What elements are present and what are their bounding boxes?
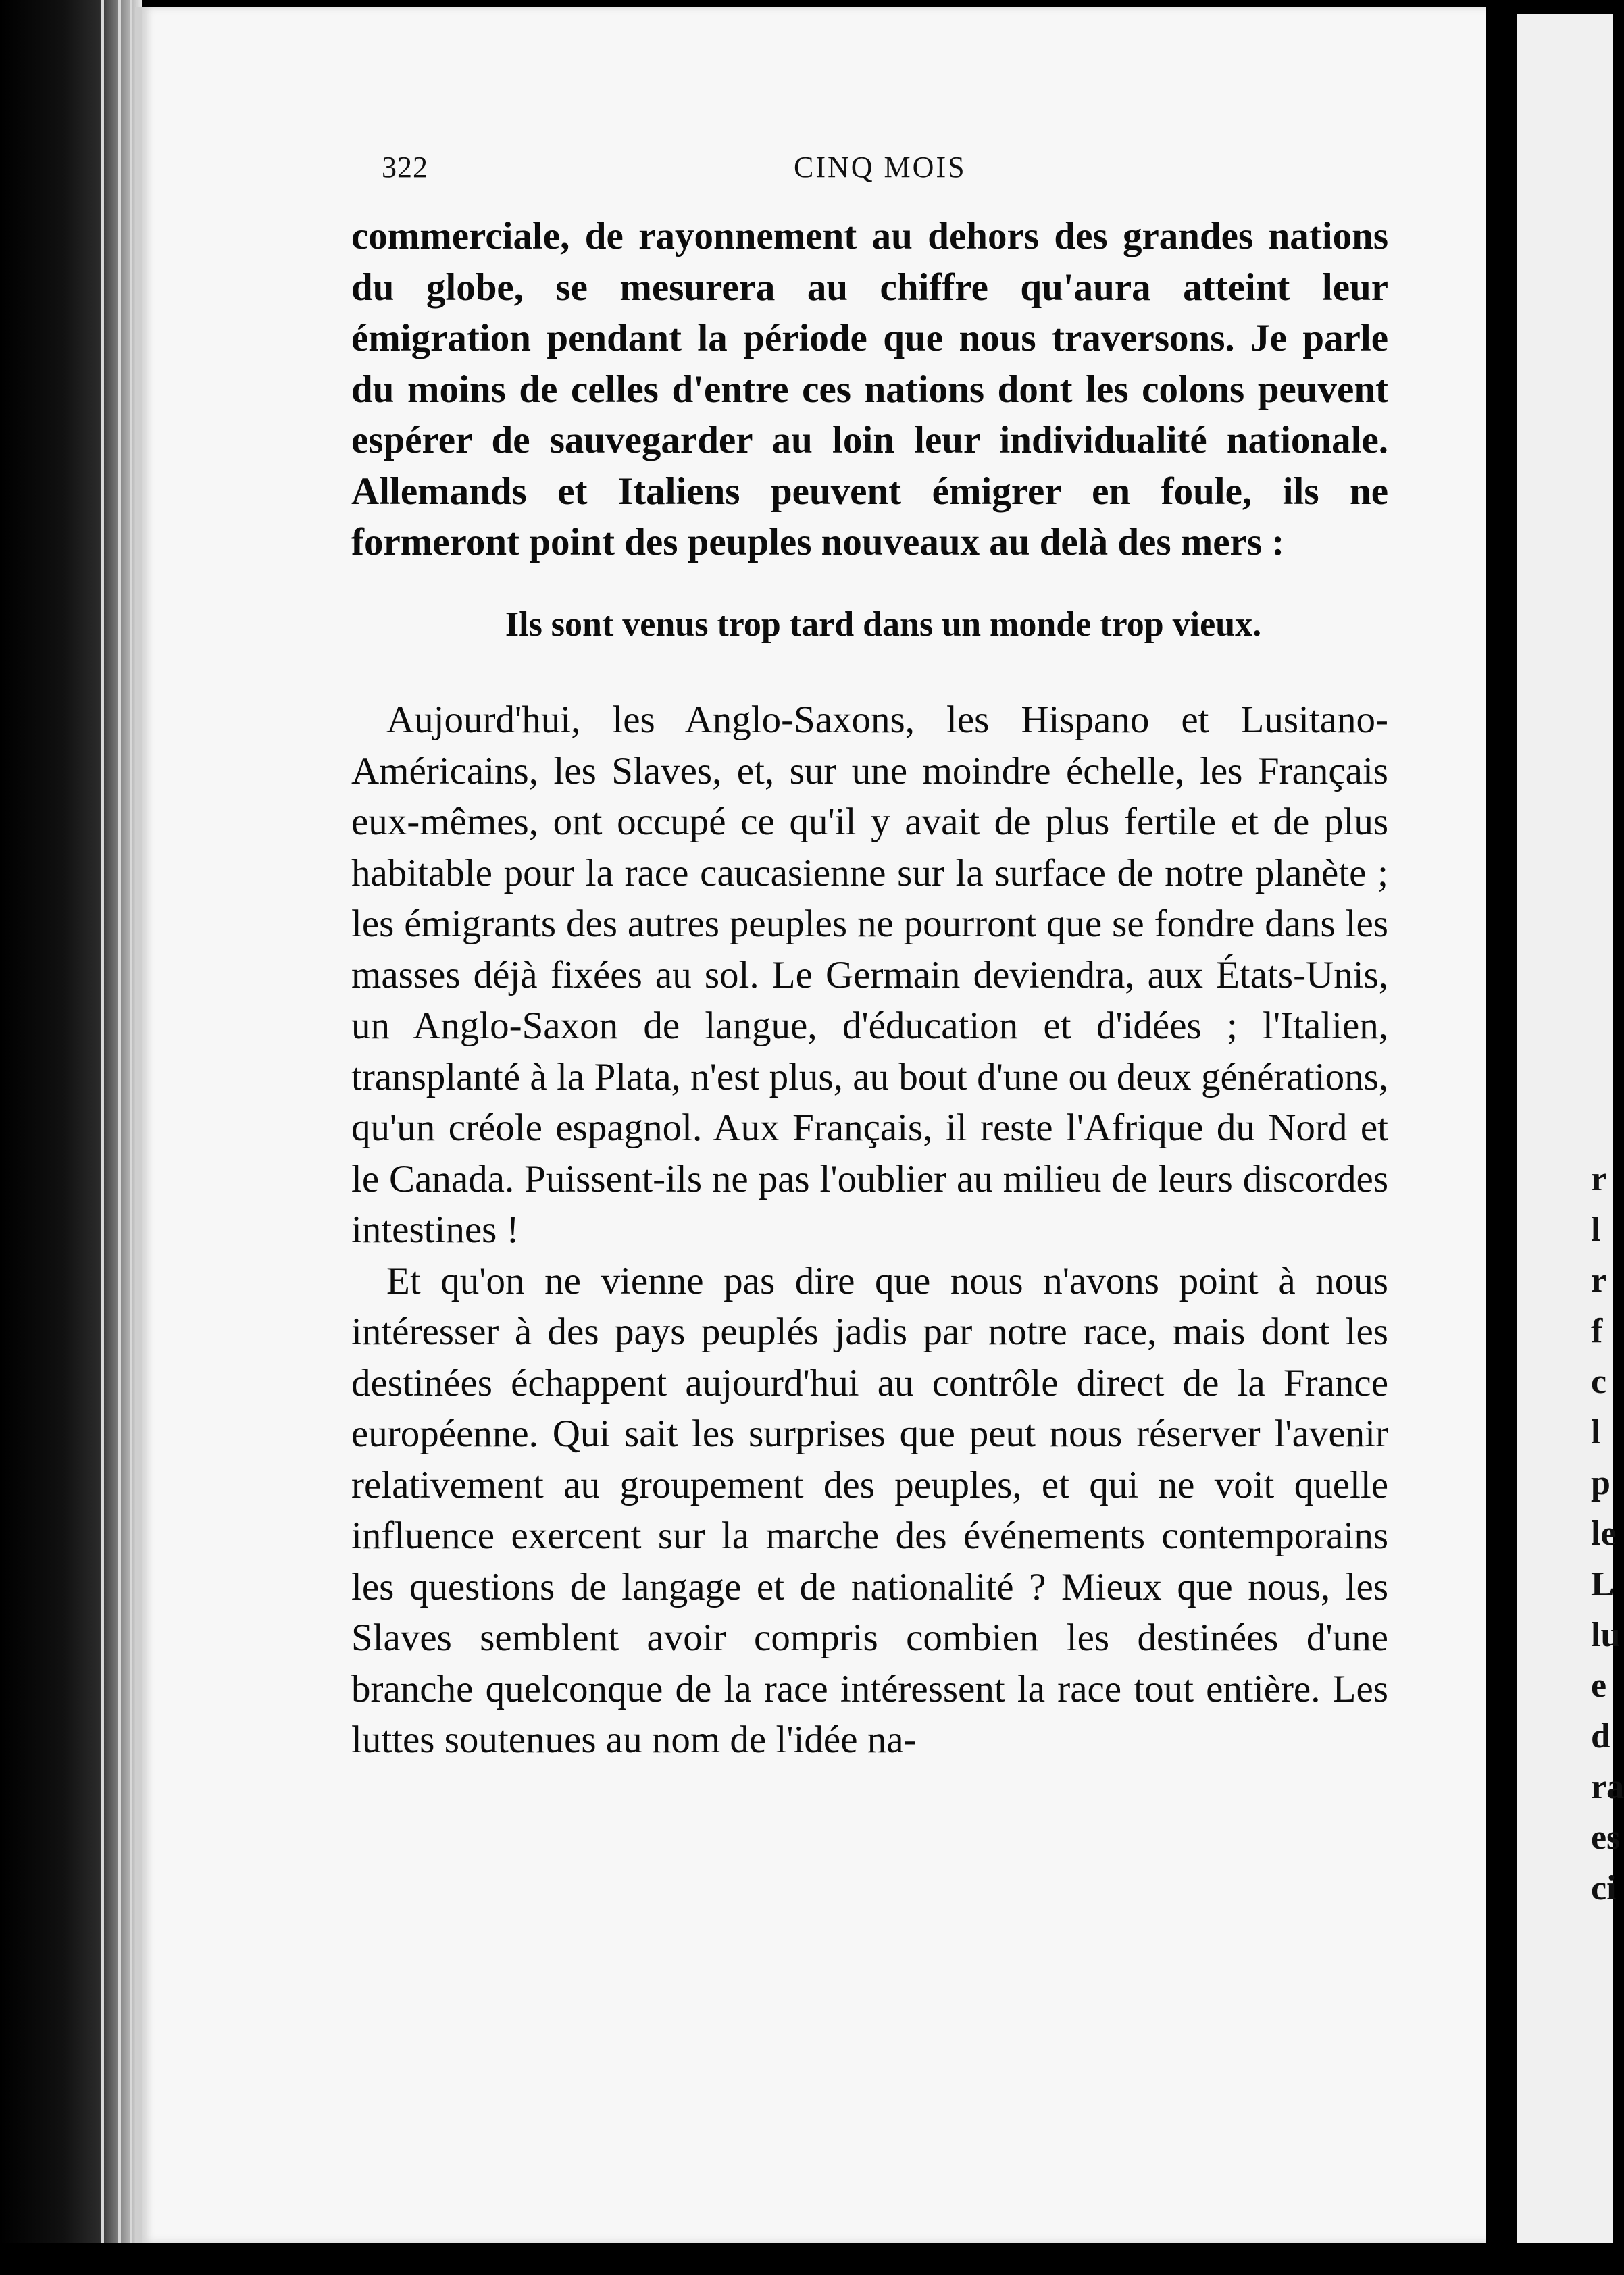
page-number: 322 — [382, 151, 428, 184]
adjacent-page-fragment: lu — [1591, 1616, 1621, 1654]
paragraph: commerciale, de rayonnement au dehors des grandes nations du globe, se mesurera au chiffre qu'aura atteint leur émigration pendant la période que nous traversons. Je parle du moins de celles d'entre ces nations dont les colons peuvent espérer de sauvegarder au loin leur individualité nationale. Allemands et Italiens peuvent émigrer en foule, ils ne formeront point des peuples nouveaux au delà des mers : — [351, 215, 1388, 563]
page-edge-line — [130, 0, 132, 2275]
adjacent-page-fragment: ci — [1591, 1869, 1617, 1908]
adjacent-page — [1517, 14, 1624, 2270]
adjacent-page-fragment: c — [1591, 1362, 1607, 1401]
paragraph: Aujourd'hui, les Anglo-Saxons, les Hispano et Lusitano-Américains, les Slaves, et, sur une moindre échelle, les Français eux-mêmes, ont occupé ce qu'il y avait de plus fertile et de plus habitable pour la race caucasienne sur la surface de notre planète ; les émigrants des autres peuples ne pourront que se fondre dans les masses déjà fixées au sol. Le Germain deviendra, aux États-Unis, un Anglo-Saxon de langue, d'éducation et d'idées ; l'Italien, transplanté à la Plata, n'est plus, au bout d'une ou deux générations, qu'un créole espagnol. Aux Français, il reste l'Afrique du Nord et le Canada. Puissent-ils ne pas l'oublier au milieu de leurs discordes intestines ! — [351, 698, 1388, 1251]
running-title: CINQ MOIS — [794, 151, 967, 184]
paragraph: Et qu'on ne vienne pas dire que nous n'avons point à nous intéresser à des pays peuplés jadis par notre race, mais dont les destinées échappent aujourd'hui au contrôle direct de la France européenne. Qui sait les surprises que peut nous réserver l'avenir relativement au groupement des peuples, et qui ne voit quelle influence exercent sur la marche des événements contemporains les questions de langage et de nationalité ? Mieux que nous, les Slaves semblent avoir compris combien les destinées d'une branche quelconque de la race intéressent la race tout entière. Les luttes soutenues au nom de l'idée na- — [351, 1259, 1388, 1761]
adjacent-page-fragment: ra — [1591, 1768, 1624, 1806]
adjacent-page-fragment: p — [1591, 1464, 1610, 1502]
page-header — [382, 150, 976, 190]
page-divider — [1486, 0, 1517, 2275]
page-edge-line — [101, 0, 104, 2275]
adjacent-page-fragment: l — [1591, 1210, 1601, 1249]
adjacent-page-fragment: l — [1591, 1413, 1601, 1452]
adjacent-page-fragment: es — [1591, 1818, 1621, 1857]
binding-gutter — [0, 0, 142, 2275]
adjacent-page-fragment: le — [1591, 1514, 1617, 1553]
adjacent-page-fragment: r — [1591, 1160, 1607, 1198]
adjacent-page-fragment: f — [1591, 1312, 1603, 1350]
bottom-edge — [0, 2243, 1613, 2275]
adjacent-page-fragment: r — [1591, 1261, 1607, 1300]
page-body — [351, 211, 1388, 1766]
adjacent-page-fragment: d — [1591, 1717, 1610, 1756]
adjacent-page-fragment: e — [1591, 1666, 1607, 1705]
page-edge-line — [118, 0, 121, 2275]
quotation: Ils sont venus trop tard dans un monde trop vieux. — [505, 605, 1262, 644]
adjacent-page-fragment: L — [1591, 1565, 1615, 1604]
